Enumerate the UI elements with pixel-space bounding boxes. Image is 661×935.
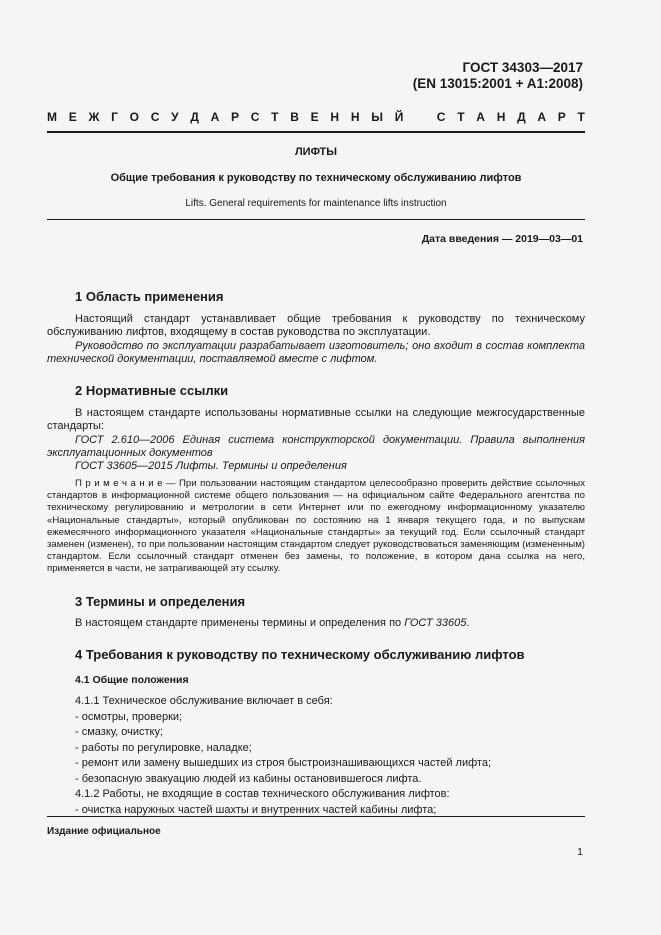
- banner-letter: Й: [394, 110, 404, 124]
- subsection-4-1-heading: 4.1 Общие положения: [75, 674, 189, 686]
- section-1-heading: 1 Область применения: [75, 289, 224, 304]
- banner-letter: Д: [517, 110, 526, 124]
- list-item: - ремонт или замену вышедших из строя быстроизнашивающихся частей лифта;: [75, 757, 492, 769]
- page-number: 1: [577, 846, 583, 858]
- banner-letter: А: [210, 110, 220, 124]
- banner-letter: С: [436, 110, 446, 124]
- banner-letter: Р: [231, 110, 240, 124]
- banner-letter: О: [129, 110, 139, 124]
- list-item: - безопасную эвакуацию людей из кабины остановившегося лифта.: [75, 772, 422, 785]
- section-2-heading: 2 Нормативные ссылки: [75, 383, 229, 398]
- section-1-paragraph-1: Настоящий стандарт устанавливает общие требования к руководству по техническому обслуживанию лифтов, входящему в состав руководства по эксплуатации.: [47, 313, 585, 339]
- note-label: П р и м е ч а н и е: [75, 478, 163, 489]
- list-item: - очистка наружных частей шахты и внутренних частей кабины лифта;: [75, 803, 437, 816]
- banner-letter: У: [171, 110, 179, 124]
- banner-letter: Т: [457, 110, 465, 124]
- section-4-heading: 4 Требования к руководству по техническому обслуживанию лифтов: [75, 647, 525, 662]
- document-title: ЛИФТЫ: [294, 146, 338, 158]
- list-item: 4.1.2 Работы, не входящие в состав технического обслуживания лифтов:: [75, 788, 450, 800]
- banner-gap: [415, 110, 425, 124]
- banner-letter: Д: [190, 110, 199, 124]
- title-rule: [47, 219, 585, 220]
- section-3-heading: 3 Термины и определения: [75, 594, 246, 609]
- normative-reference-2: ГОСТ 33605—2015 Лифты. Термины и определения: [75, 460, 347, 472]
- banner-letter: А: [476, 110, 485, 124]
- list-item: - работы по регулировке, наладке;: [75, 741, 252, 754]
- banner-letter: Н: [496, 110, 506, 124]
- section-3-paragraph-1: [47, 617, 585, 630]
- list-item: - смазку, очистку;: [75, 726, 164, 738]
- banner-letter: Ж: [88, 110, 100, 124]
- banner-letter: Т: [271, 110, 279, 124]
- standard-type-banner: [47, 110, 585, 124]
- list-item: 4.1.1 Техническое обслуживание включает в себя:: [75, 695, 333, 707]
- normative-reference-1: ГОСТ 2.610—2006 Единая система конструкторской документации. Правила выполнения эксплуатационных документов: [47, 434, 585, 460]
- banner-letter: Н: [330, 110, 340, 124]
- banner-letter: В: [290, 110, 299, 124]
- banner-letter: Н: [350, 110, 360, 124]
- section-2-note: [47, 478, 585, 576]
- introduction-date: Дата введения — 2019—03—01: [421, 233, 583, 245]
- section-2-paragraph-1: В настоящем стандарте использованы нормативные ссылки на следующие межгосударственные стандарты:: [47, 407, 585, 433]
- header-rule: [47, 131, 585, 133]
- banner-letter: Е: [310, 110, 319, 124]
- note-text: — При пользовании настоящим стандартом целесообразно проверить действие ссылочных стандартов в информационной системе общего пользования — на официальном сайте Федерального агентства по техническому регулированию и метрологии в сети Интернет или по ежегодному информационному указателю «Национальные стандарты», который опубликован по состоянию на 1 января текущего года, и по выпускам ежемесячного информационного указателя «Национальные стандарты» за текущий год. Если ссылочный стандарт заменен (изменен), то при пользовании настоящим стандартом следует руководствоваться заменяющим (измененным) стандартом. Если ссылочный стандарт отменен без замены, то положение, в котором дана ссылка на него, применяется в части, не затрагивающей эту ссылку.: [47, 478, 586, 575]
- banner-letter: Р: [557, 110, 566, 124]
- section-3-reference: ГОСТ 33605: [404, 617, 467, 629]
- banner-letter: Ы: [371, 110, 383, 124]
- section-1-paragraph-2: Руководство по эксплуатации разрабатывает изготовитель; оно входит в состав комплекта технической документации, поставляемой вместе с лифтом.: [47, 340, 585, 366]
- banner-letter: А: [537, 110, 547, 124]
- section-3-text-end: .: [466, 617, 470, 629]
- standard-number: ГОСТ 34303—2017: [462, 60, 583, 75]
- footer-rule: [47, 816, 585, 817]
- banner-letter: С: [250, 110, 260, 124]
- standard-code-block: [413, 60, 583, 92]
- english-title: Lifts. General requirements for maintenance lifts instruction: [185, 198, 447, 209]
- banner-letter: Е: [68, 110, 77, 124]
- list-item: - осмотры, проверки;: [75, 710, 183, 723]
- banner-letter: Г: [111, 110, 118, 124]
- section-3-text: В настоящем стандарте применены термины и определения по: [75, 617, 405, 629]
- banner-letter: С: [150, 110, 160, 124]
- banner-letter: М: [47, 110, 57, 124]
- document-subtitle: Общие требования к руководству по техническому обслуживанию лифтов: [110, 172, 522, 184]
- edition-label: Издание официальное: [47, 826, 161, 837]
- en-reference: (EN 13015:2001 + A1:2008): [412, 76, 583, 91]
- banner-letter: Т: [577, 110, 585, 124]
